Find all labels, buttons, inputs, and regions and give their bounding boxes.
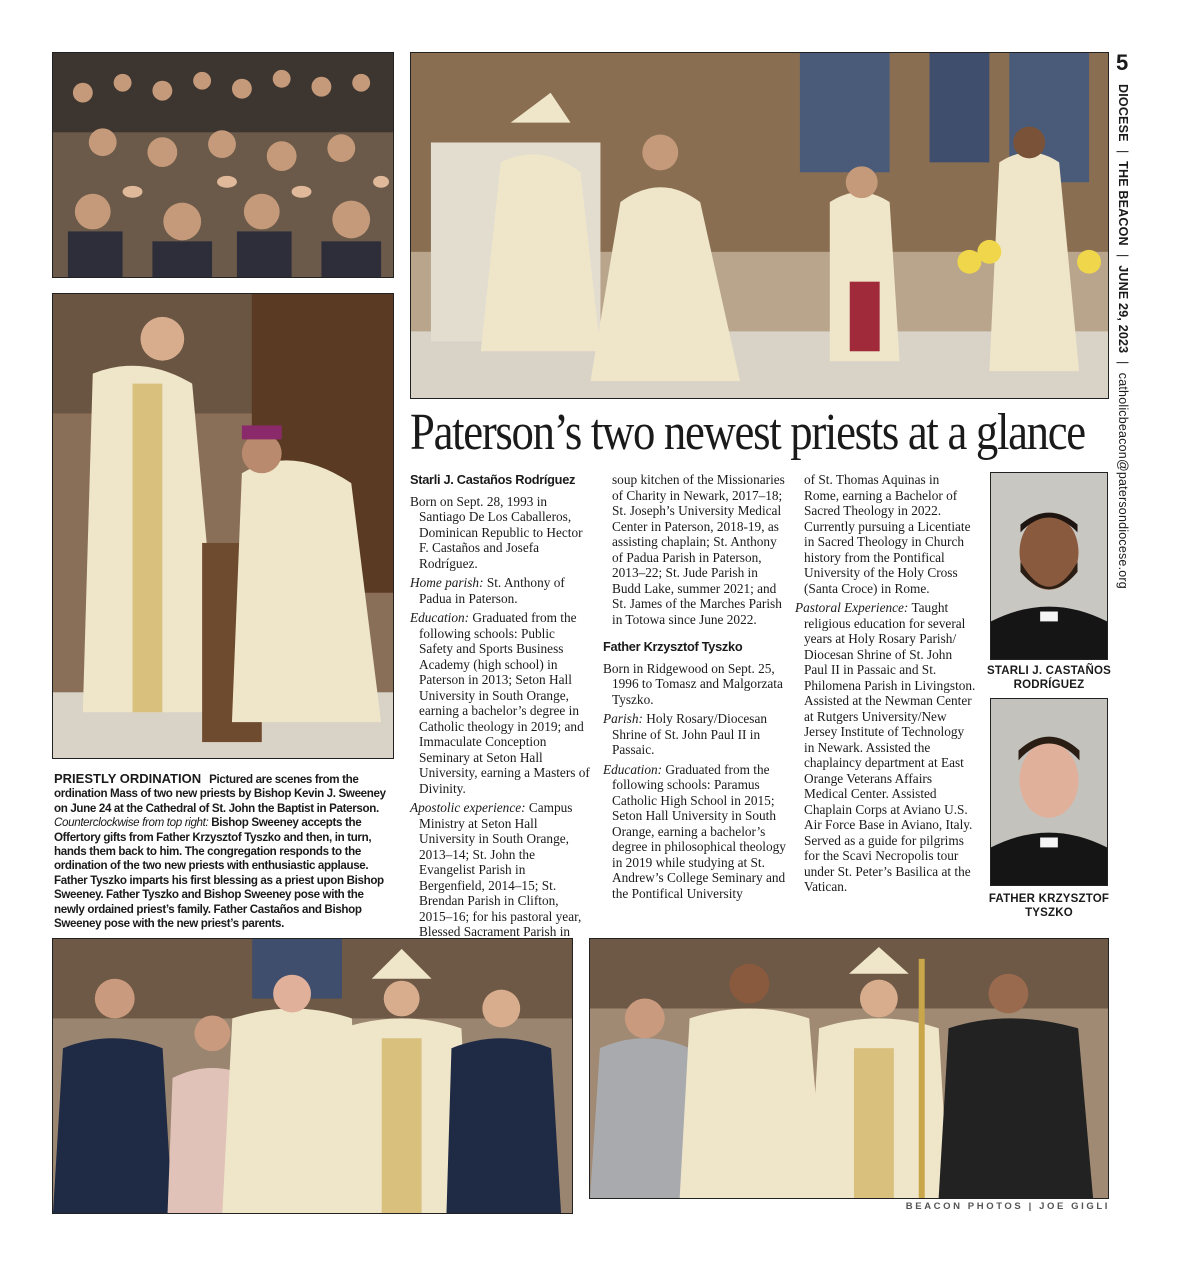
priest2-education-cont: of St. Thomas Aquinas in Rome, earning a Bachelor of Sacred Theology in 2022. Currently pursuing a Licentiate in Sacred Theology in Church history from the Pontifical University of the Holy Cross (Santa Croce) in Rome.: [804, 472, 971, 596]
rail-sep: |: [1116, 361, 1130, 365]
priest1-name: Starli J. Castaños Rodríguez: [410, 472, 576, 487]
rail-date: JUNE 29, 2023: [1116, 265, 1130, 354]
priest1-apostolic-cont: soup kitchen of the Missionaries of Charity in Newark, 2017–18; St. Joseph’s University Medical Center in Paterson, 2018-19, as assisting chaplain; St. Anthony of Padua Parish in Paterson, 2013–22; St. Jude Parish in Budd Lake, summer 2021; and St. James of the Marches Parish in Totowa since June 2022.: [612, 472, 785, 627]
priest2-name: Father Krzysztof Tyszko: [603, 639, 743, 654]
rail-sep: |: [1116, 253, 1130, 258]
caption-body: Bishop Sweeney accepts the Offertory gifts from Father Krzysztof Tyszko and then, in turn, hands them back to him. The congregation responds to the ordination of the two new priests with enthusiastic applause. Father Tyszko imparts his first blessing as a priest upon Bishop Sweeney. Father Tyszko and Bishop Sweeney pose with the newly ordained priest’s family. Father Castaños and Bishop Sweeney pose with the new priest’s parents.: [54, 816, 384, 931]
caption-lead: Pictured are scenes from the ordination Mass of two new priests by Bishop Kevin J. Sweeney on June 24 at the Cathedral of St. John the Baptist in Paterson.: [54, 773, 386, 815]
caption-kicker: PRIESTLY ORDINATION: [54, 771, 202, 786]
rail-website: catholicbeacon@patersondiocese.org: [1116, 372, 1130, 589]
photo-castanos-parents: [589, 938, 1109, 1199]
rail-publication: THE BEACON: [1116, 161, 1130, 246]
photo-credit: BEACON PHOTOS | JOE GIGLI: [905, 1201, 1110, 1212]
portrait-castanos-caption: STARLI J. CASTAÑOS RODRÍGUEZ: [987, 665, 1111, 691]
priest2-born: Born in Ridgewood on Sept. 25, 1996 to Tomasz and Malgorzata Tyszko.: [603, 660, 783, 707]
article-column-3: [795, 472, 977, 899]
priest1-education: Education: Graduated from the following schools: Public Safety and Sports Business Academy (high school) in Paterson in 2013; Seton Hall University in South Orange, earning a bachelor’s degree in Catholic theology in 2019; and Immaculate Conception Seminary at Seton Hall University, earning a Masters of Divinity.: [410, 610, 590, 796]
photo-offertory-gifts: [410, 52, 1109, 399]
photo-congregation-applause: [52, 52, 394, 278]
priest1-home-parish: Home parish: St. Anthony of Padua in Paterson.: [410, 575, 565, 606]
rail-sep: |: [1116, 149, 1130, 154]
rail-text: [1116, 84, 1130, 589]
photo-tyszko-family: [52, 938, 573, 1214]
label: Education:: [410, 610, 470, 625]
priest2-pastoral: Pastoral Experience: Taught religious education for several years at Holy Rosary Parish/ Diocesan Shrine of St. John Paul II in Passaic and St. Philomena Parish in Livingston. Assisted at the Newman Center at Rutgers University/New Jersey Institute of Technology in Newark. Assisted the chaplaincy department at East Orange Veterans Affairs Medical Center. Assisted Chaplain Corps at Aviano U.S. Air Force Base in Aviano, Italy. Served as a guide for pilgrims for the Scavi Necropolis tour under St. Peter’s Basilica at the Vatican.: [795, 600, 976, 894]
caption-direction: Counterclockwise from top right:: [54, 816, 209, 830]
article-column-1: [410, 472, 592, 959]
article-column-2: [603, 472, 787, 905]
label: Education:: [603, 761, 663, 777]
label: Parish:: [603, 711, 643, 726]
portrait-tyszko-caption: FATHER KRZYSZTOF TYSZKO: [988, 893, 1110, 919]
priest2-parish: Parish: Holy Rosary/Diocesan Shrine of St. John Paul II in Passaic.: [603, 711, 767, 757]
photo-first-blessing: [52, 293, 394, 759]
priest1-apostolic: Apostolic experience: Campus Ministry at Seton Hall University in South Orange, 2013–14; St. John the Evangelist Parish in Bergenfield, 2014–15; St. Brendan Parish in Clifton, 2015–16; for his pastoral year, Blessed Sacrament Parish in: [410, 800, 582, 939]
side-rail: [1110, 50, 1144, 610]
rail-section: DIOCESE: [1116, 84, 1130, 142]
portrait-castanos: [990, 472, 1108, 660]
priest1-born: Born on Sept. 28, 1993 in Santiago De Los Caballeros, Dominican Republic to Hector F. Castaños and Josefa Rodríguez.: [410, 493, 583, 571]
portrait-tyszko: [990, 698, 1108, 886]
label: Home parish:: [410, 575, 484, 590]
photo-caption: [54, 772, 394, 931]
label: Pastoral Experience:: [795, 600, 909, 615]
page-headline: Paterson’s two newest priests at a glance: [410, 404, 1085, 461]
page-number: 5: [1116, 50, 1129, 75]
label: Apostolic experience:: [410, 800, 526, 815]
priest2-education: Education: Graduated from the following schools: Paramus Catholic High School in 2015; Seton Hall University in South Orange, earning a bachelor’s degree in philosophical theology in 2019 while studying at St. Andrew’s College Seminary and the Pontifical University: [603, 761, 786, 901]
